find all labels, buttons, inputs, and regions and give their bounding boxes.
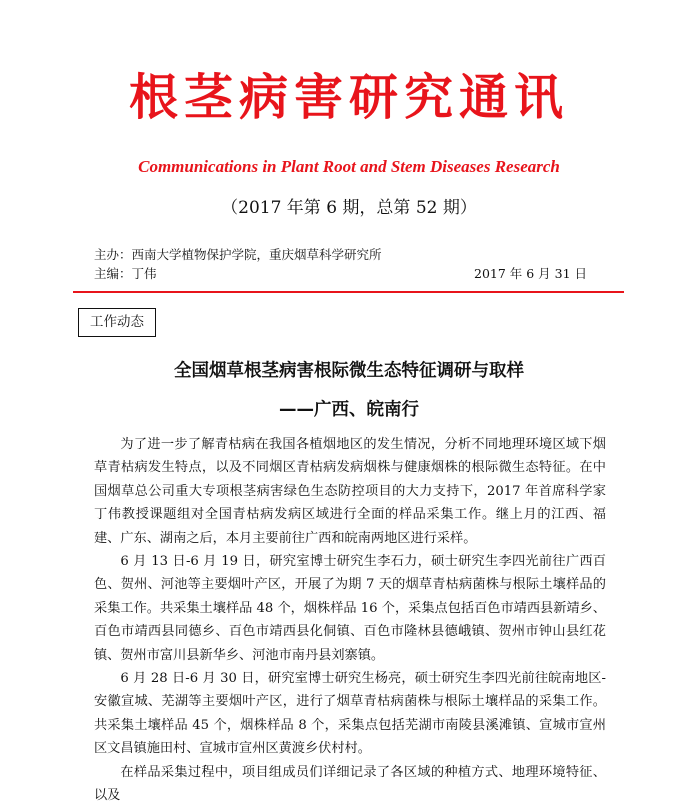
paragraph-2: 6 月 13 日-6 月 19 日，研究室博士研究生李石力，硕士研究生李四光前往广西百色、贺州、河池等主要烟叶产区，开展了为期 7 天的烟草青枯病菌株与根际土壤样品的采集工作。共采集土壤样品 48 个，烟株样品 16 个，采集点包括百色市靖西县新靖乡、百色市靖西县同德乡、百色市靖西县化侗镇、百色市隆林县德峨镇、贺州市钟山县红花镇、贺州市富川县新华乡、河池市南丹县刘寨镇。 bbox=[94, 554, 606, 663]
issue-number: （2017 年第 6 期，总第 52 期） bbox=[221, 198, 477, 218]
publish-date: 2017 年 6 月 31 日 bbox=[474, 266, 588, 281]
header-divider bbox=[73, 291, 624, 293]
newsletter-title: 根茎病害研究通讯 bbox=[128, 68, 569, 126]
paragraph-4: 在样品采集过程中，项目组成员们详细记录了各区域的种植方式、地理环境特征、以及 bbox=[94, 764, 606, 804]
article-title: 全国烟草根茎病害根际微生态特征调研与取样 bbox=[174, 361, 524, 381]
article-body bbox=[94, 433, 606, 808]
paragraph-3: 6 月 28 日-6 月 30 日，研究室博士研究生杨亮，硕士研究生李四光前往皖南地区-安徽宣城、芜湖等主要烟叶产区，进行了烟草青枯病菌株与根际土壤样品的采集工作。共采集土壤样品 45 个，烟株样品 8 个，采集点包括芜湖市南陵县溪滩镇、宣城市宣州区文昌镇施田村、宣城市宣州区黄渡乡伏村村。 bbox=[94, 671, 606, 757]
paragraph-1: 为了进一步了解青枯病在我国各植烟地区的发生情况，分析不同地理环境区域下烟草青枯病发生特点，以及不同烟区青枯病发病烟株与健康烟株的根际微生态特征。在中国烟草总公司重大专项根茎病害绿色生态防控项目的大力支持下，2017 年首席科学家丁伟教授课题组对全国青枯病发病区域进行全面的样品采集工作。继上月的江西、福建、广东、湖南之后，本月主要前往广西和皖南两地区进行采样。 bbox=[94, 437, 606, 546]
host-line: 主办：西南大学植物保护学院，重庆烟草科学研究所 bbox=[94, 247, 382, 262]
section-label: 工作动态 bbox=[78, 308, 156, 337]
editor-line: 主编：丁伟 bbox=[94, 266, 157, 281]
article-subtitle: ——广西、皖南行 bbox=[279, 400, 419, 420]
newsletter-english-title: Communications in Plant Root and Stem Diseases Research bbox=[138, 157, 560, 176]
